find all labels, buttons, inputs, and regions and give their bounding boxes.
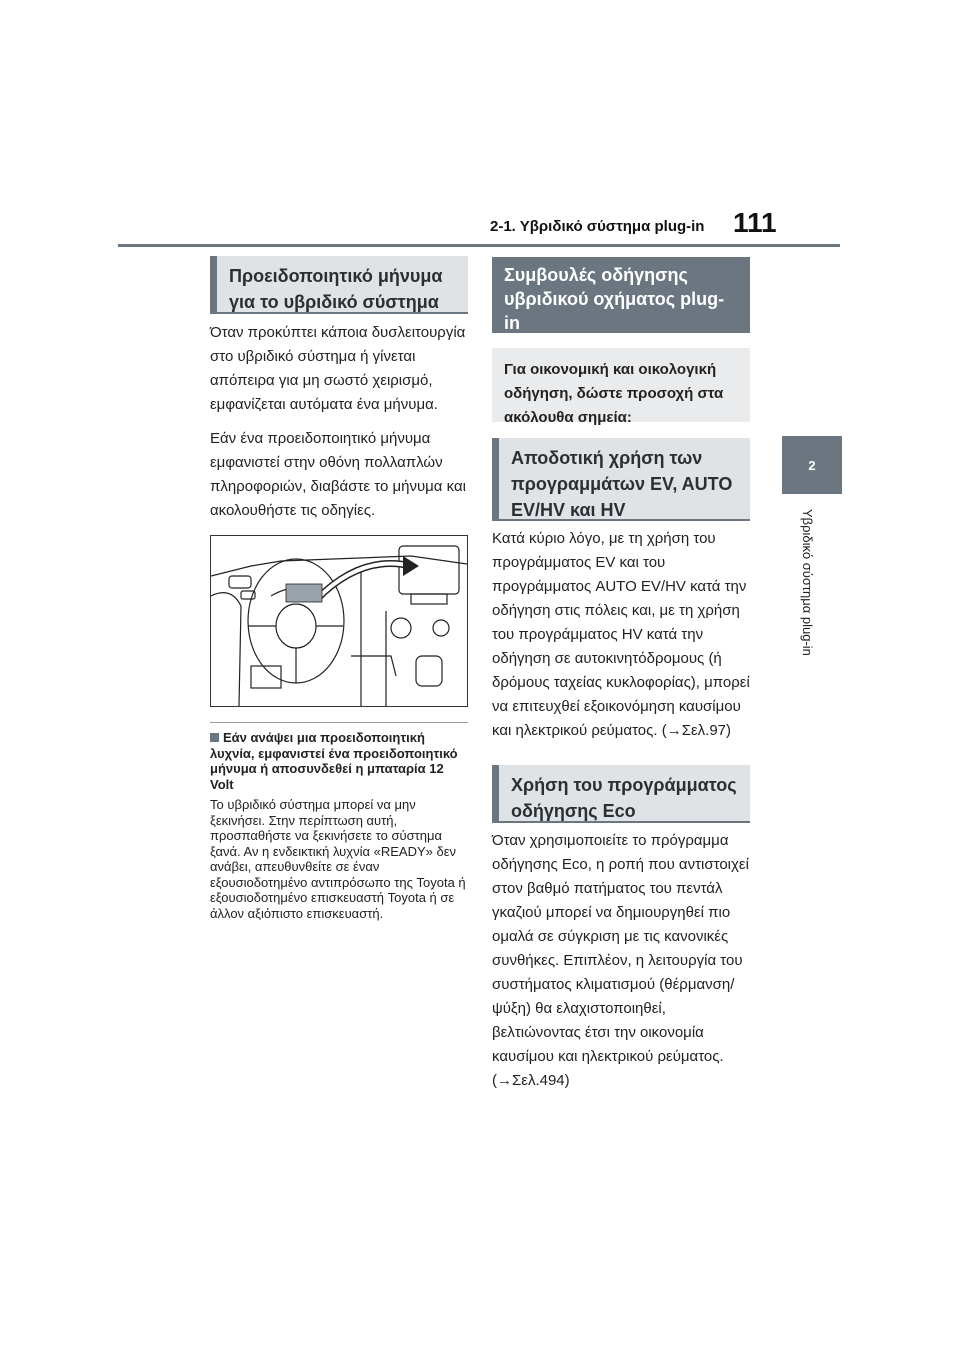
driving-tips-heading: Συμβουλές οδήγησης υβριδικού οχήματος plug-in: [492, 257, 750, 333]
divider: [210, 722, 468, 723]
ev-modes-heading: Αποδοτική χρήση των προγραμμάτων EV, AUTO EV/HV και HV: [492, 438, 750, 521]
battery-subheading: Εάν ανάψει μια προειδοποιητική λυχνία, εμφανιστεί ένα προειδοποιητικό μήνυμα ή αποσυνδεθεί η μπαταρία 12 Volt: [210, 730, 458, 792]
left-body: [210, 321, 468, 533]
ev-modes-paragraph: Κατά κύριο λόγο, με τη χρήση του προγράμματος EV και του προγράμματος AUTO EV/HV κατά την οδήγηση στις πόλεις και, με τη χρήση του προγράμματος HV κατά την οδήγηση σε αυτοκινητόδρομους (ή δρόμους ταχείας κυκλοφορίας), μπορεί να επιτευχθεί εξοικονόμηση καυσίμου και ηλεκτρικού ρεύματος. (→Σελ.97): [492, 530, 750, 739]
eco-mode-heading: Χρήση του προγράμματος οδήγησης Eco: [492, 765, 750, 823]
warning-message-heading: Προειδοποιητικό μήνυμα για το υβριδικό σύστημα: [210, 256, 468, 314]
dashboard-drawing: [211, 536, 467, 706]
chapter-tab: 2: [782, 436, 842, 494]
page-number: 111: [733, 207, 777, 238]
eco-mode-paragraph: Όταν χρησιμοποιείτε το πρόγραμμα οδήγησης Eco, η ροπή που αντιστοιχεί στον βαθμό πατήματος του πεντάλ γκαζιού μπορεί να δημιουργηθεί πιο ομαλά σε σύγκριση με τις κανονικές συνθήκες. Επιπλέον, η λειτουργία του συστήματος κλιματισμού (θέρμανση/ψύξη) θα ελαχιστοποιηθεί, βελτιώνοντας έτσι την οικονομία καυσίμου και ηλεκτρικού ρεύματος. (→Σελ.494): [492, 832, 749, 1089]
header-rule: [118, 244, 840, 247]
square-bullet-icon: [210, 733, 219, 742]
left-paragraph-2: Εάν ένα προειδοποιητικό μήνυμα εμφανιστεί στην οθόνη πολλαπλών πληροφοριών, διαβάστε το μήνυμα και ακολουθήστε τις οδηγίες.: [210, 430, 466, 519]
battery-subtext: Το υβριδικό σύστημα μπορεί να μην ξεκινήσει. Στην περίπτωση αυτή, προσπαθήστε να ξεκινήσετε το σύστημα ξανά. Αν η ενδεικτική λυχνία «READY» δεν ανάβει, απευθυνθείτε σε έναν εξουσιοδοτημένο αντιπρόσωπο της Toyota ή εξουσιοδοτημένο επισκευαστή Toyota ή σε άλλον αξιόπιστο επισκευαστή.: [210, 797, 466, 921]
left-paragraph-1: Όταν προκύπτει κάποια δυσλειτουργία στο υβριδικό σύστημα ή γίνεται απόπειρα για μη σωστό χειρισμό, εμφανίζεται αυτόματα ένα μήνυμα.: [210, 324, 466, 413]
chapter-label: Υβριδικό σύστημα plug-in: [800, 509, 815, 656]
dashboard-illustration: [210, 535, 468, 707]
eco-note-box: Για οικονομική και οικολογική οδήγηση, δώστε προσοχή στα ακόλουθα σημεία:: [492, 348, 750, 422]
battery-subheading-block: [210, 730, 468, 792]
section-title: 2-1. Υβριδικό σύστημα plug-in: [490, 218, 705, 235]
